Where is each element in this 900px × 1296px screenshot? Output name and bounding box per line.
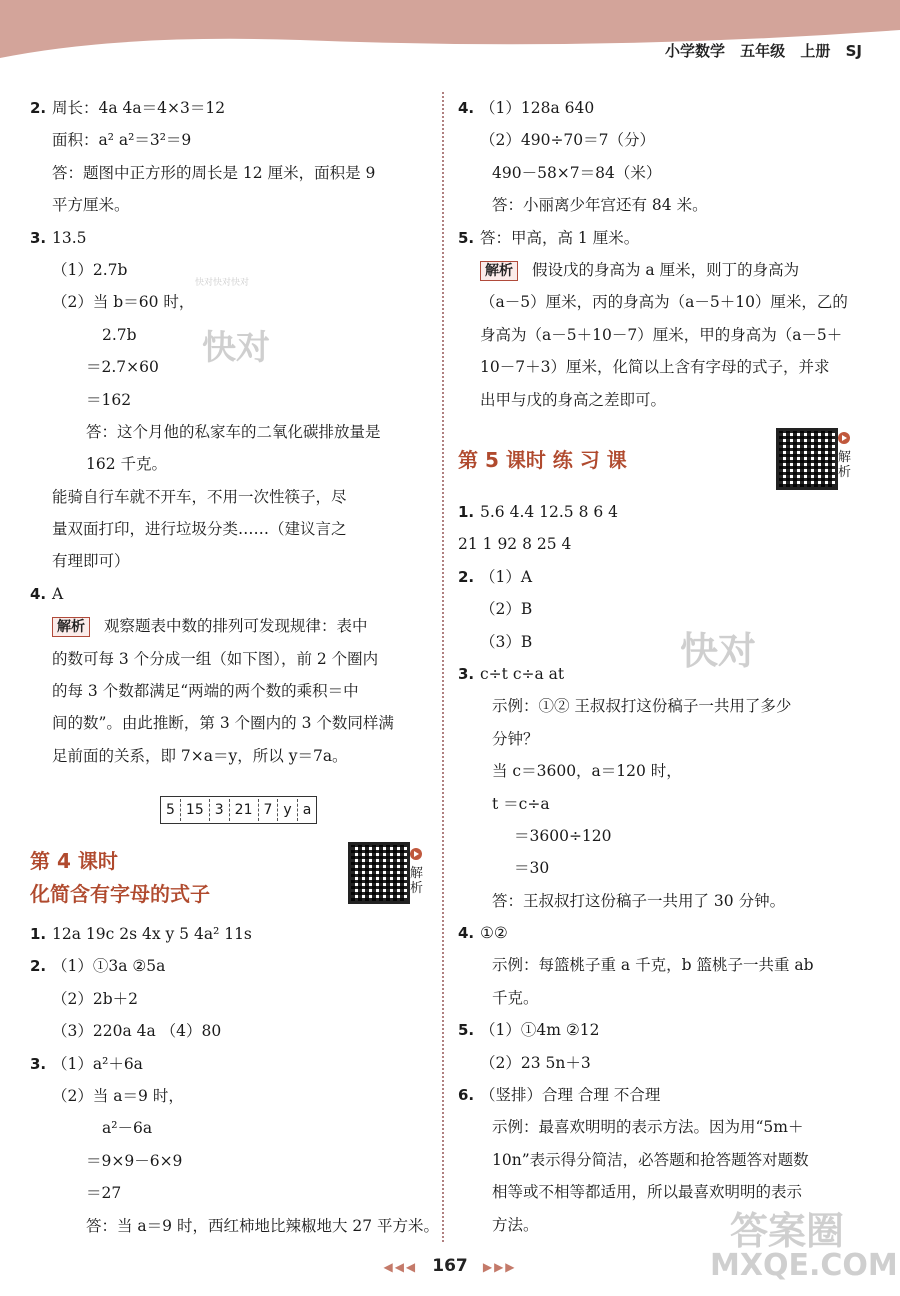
lesson4-subtitle: 化简含有字母的式子 [30, 882, 210, 906]
answer-text: 身高为（a－5＋10－7）厘米，甲的身高为（a－5＋ [480, 325, 843, 344]
sequence-item: a [302, 802, 312, 818]
left-column-lesson4 [30, 918, 440, 1242]
answer-text: （2）23 5n＋3 [480, 1053, 591, 1072]
answer-text: c÷t c÷a at [480, 664, 565, 683]
text-line [458, 723, 878, 755]
answer-text: 21 1 92 8 25 4 [458, 535, 572, 554]
sequence-item: y [278, 799, 297, 821]
answer-text: 答：这个月他的私家车的二氧化碳排放量是 [86, 422, 381, 441]
answer-text: 12a 19c 2s 4x y 5 4a² 11s [52, 925, 252, 943]
question-number: 3. [458, 664, 475, 683]
text-line [458, 626, 878, 658]
qr-label: 解析 [838, 450, 852, 480]
text-line [458, 917, 878, 949]
text-line [458, 384, 878, 416]
text-line [30, 675, 430, 707]
answer-text: ＝9×9－6×9 [86, 1151, 183, 1170]
answer-text: （a－5）厘米，丙的身高为（a－5＋10）厘米，乙的 [480, 293, 848, 312]
answer-text: 答：题图中正方形的周长是 12 厘米，面积是 9 [52, 163, 376, 182]
question-number: 5. [458, 228, 475, 247]
text-line [458, 820, 878, 852]
question-number: 3. [30, 228, 47, 247]
text-line [30, 416, 430, 448]
text-line [30, 1145, 430, 1177]
text-line [30, 1048, 430, 1080]
watermark-small: 快对快对快对 [195, 278, 250, 288]
page-number: 167 [432, 1256, 468, 1276]
question-number: 3. [30, 1054, 47, 1073]
answer-text: 2.7b [102, 325, 137, 344]
answer-text: 能骑自行车就不开车，不用一次性筷子，尽 [52, 487, 347, 506]
answer-text: 有理即可） [52, 552, 130, 571]
lesson5-title: 第 5 课时 练 习 课 [458, 448, 627, 472]
text-line [30, 124, 430, 156]
analysis-tag: 解析 [52, 617, 90, 637]
text-line [458, 885, 878, 917]
answer-text: 千克。 [492, 988, 539, 1007]
text-line [30, 578, 430, 610]
text-line [458, 755, 878, 787]
question-number: 4. [458, 924, 475, 943]
prev-arrows-icon: ◀◀◀ [383, 1260, 418, 1274]
text-line [30, 448, 430, 480]
text-line [30, 1112, 430, 1144]
answer-text: （2）2b＋2 [52, 989, 139, 1008]
text-line [458, 351, 878, 383]
question-number: 5. [458, 1021, 475, 1040]
answer-text: 方法。 [492, 1215, 539, 1234]
answer-text: （1）①4m ②12 [480, 1021, 600, 1040]
play-icon[interactable] [838, 432, 850, 444]
answer-text: 5.6 4.4 12.5 8 6 4 [480, 503, 619, 521]
answer-text: （2）B [480, 600, 533, 619]
text-line [30, 384, 430, 416]
answer-text: （3）220a 4a （4）80 [52, 1022, 222, 1041]
answer-text: 周长：4a 4a＝4×3＝12 [52, 99, 226, 117]
text-line [30, 222, 430, 254]
text-line [458, 157, 878, 189]
answer-text: A [52, 584, 64, 603]
text-line [30, 481, 430, 513]
answer-text: 示例：①② 王叔叔打这份稿子一共用了多少 [492, 697, 792, 716]
text-line [458, 658, 878, 690]
text-line [458, 1079, 878, 1111]
qr-label: 解析 [410, 866, 424, 896]
answer-text: 出甲与戊的身高之差即可。 [480, 390, 667, 409]
answer-text: 490－58×7＝84（米） [492, 163, 662, 182]
answer-text: 量双面打印，进行垃圾分类……（建议言之 [52, 520, 347, 539]
answer-text: （2）当 a＝9 时， [52, 1086, 184, 1105]
text-line [30, 918, 430, 950]
answer-text: 13.5 [52, 228, 87, 247]
qr-code-icon[interactable] [348, 842, 410, 904]
text-line [30, 707, 430, 739]
text-line [458, 561, 878, 593]
question-number: 2. [458, 567, 475, 586]
answer-text: 分钟？ [492, 729, 539, 748]
sequence-diagram [160, 796, 317, 824]
text-line [30, 983, 430, 1015]
text-line [458, 690, 878, 722]
question-number: 2. [30, 99, 47, 117]
answer-text: 10n”表示得分简洁，必答题和抢答题答对题数 [492, 1150, 809, 1169]
analysis-tag: 解析 [480, 261, 518, 281]
text-line [30, 610, 430, 642]
text-line [458, 593, 878, 625]
answer-text: （3）B [480, 632, 533, 651]
text-line [458, 852, 878, 884]
answer-text: 间的数”。由此推断，第 3 个圈内的 3 个数同样满 [52, 714, 394, 733]
text-line [458, 189, 878, 221]
watermark-kuaidui: 快对 [680, 629, 757, 673]
text-line [458, 124, 878, 156]
answer-text: 162 千克。 [86, 455, 168, 474]
sequence-item: 5 [161, 799, 181, 821]
right-column [458, 92, 878, 416]
right-column-lesson5 [458, 496, 878, 1241]
answer-text: ＝162 [86, 390, 132, 409]
question-number: 1. [458, 503, 475, 521]
answer-text: 平方厘米。 [52, 196, 130, 215]
text-line [30, 286, 430, 318]
answer-text: t ＝c÷a [492, 794, 550, 813]
column-divider [442, 92, 444, 1242]
text-line [458, 92, 878, 124]
answer-text: 假设戊的身高为 a 厘米，则丁的身高为 [532, 260, 800, 279]
text-line [30, 1177, 430, 1209]
sequence-item: 7 [259, 799, 279, 821]
page-footer [0, 1256, 900, 1276]
answer-text: 面积：a² a²＝3²＝9 [52, 131, 192, 150]
answer-text: （1）a²＋6a [52, 1054, 143, 1073]
answer-text: 当 c＝3600，a＝120 时， [492, 762, 682, 781]
answer-text: ＝30 [514, 859, 550, 878]
text-line [458, 319, 878, 351]
text-line [30, 157, 430, 189]
question-number: 4. [458, 99, 475, 117]
answer-text: （1）2.7b [52, 260, 128, 279]
answer-text: ＝3600÷120 [514, 826, 612, 845]
text-line [458, 496, 878, 528]
text-line [30, 1210, 440, 1242]
text-line [458, 1047, 878, 1079]
answer-text: （2）490÷70＝7（分） [480, 131, 656, 150]
answer-text: 示例：每篮桃子重 a 千克，b 篮桃子一共重 ab [492, 956, 814, 975]
text-line [458, 528, 878, 560]
answer-text: 相等或不相等都适用，所以最喜欢明明的表示 [492, 1183, 803, 1202]
answer-text: （竖排）合理 合理 不合理 [480, 1086, 661, 1105]
sequence-item: 15 [181, 799, 210, 821]
answer-text: 答：甲高，高 1 厘米。 [480, 228, 640, 247]
answer-text: 答：小丽离少年宫还有 84 米。 [492, 196, 708, 215]
text-line [30, 545, 430, 577]
sequence-item: 21 [230, 799, 259, 821]
play-icon[interactable] [410, 848, 422, 860]
text-line [30, 740, 430, 772]
watermark-answer: 答案圈 [730, 1209, 845, 1253]
question-number: 4. [30, 584, 47, 603]
answer-text: 观察题表中数的排列可发现规律：表中 [104, 617, 368, 636]
text-line [458, 1014, 878, 1046]
answer-text: ＝27 [86, 1184, 122, 1203]
text-line [458, 1111, 878, 1143]
lesson4-title: 第 4 课时 [30, 849, 118, 873]
answer-text: （1）①3a ②5a [52, 957, 166, 976]
answer-text: a²－6a [102, 1119, 153, 1138]
text-line [458, 788, 878, 820]
answer-text: 10－7＋3）厘米，化简以上含有字母的式子，并求 [480, 358, 830, 377]
text-line [458, 982, 878, 1014]
answer-text: 的每 3 个数都满足“两端的两个数的乘积＝中 [52, 682, 359, 701]
answer-text: 的数可每 3 个分成一组（如下图），前 2 个圈内 [52, 649, 379, 668]
answer-text: ①② [480, 924, 508, 943]
left-column [30, 92, 430, 772]
text-line [30, 643, 430, 675]
answer-text: ＝2.7×60 [86, 358, 159, 377]
answer-text: 答：当 a＝9 时，西红柿地比辣椒地大 27 平方米。 [86, 1216, 440, 1235]
answer-text: （1）A [480, 567, 533, 586]
text-line [458, 1144, 878, 1176]
answer-text: 答：王叔叔打这份稿子一共用了 30 分钟。 [492, 891, 786, 910]
watermark-kuaidui: 快对 [202, 328, 270, 368]
text-line [30, 1080, 430, 1112]
qr-code-icon[interactable] [776, 428, 838, 490]
question-number: 1. [30, 925, 47, 943]
answer-text: （2）当 b＝60 时， [52, 293, 195, 312]
text-line [458, 222, 878, 254]
answer-text: 足前面的关系，即 7×a＝y，所以 y＝7a。 [52, 746, 348, 765]
watermark-site: MXQE.COM [710, 1248, 898, 1283]
text-line [30, 1015, 430, 1047]
text-line [30, 92, 430, 124]
text-line [30, 950, 430, 982]
question-number: 6. [458, 1086, 475, 1105]
text-line [30, 513, 430, 545]
text-line [458, 949, 878, 981]
question-number: 2. [30, 957, 47, 976]
text-line [458, 286, 878, 318]
text-line [458, 254, 878, 286]
answer-text: 示例：最喜欢明明的表示方法。因为用“5m＋ [492, 1118, 804, 1137]
header-title: 小学数学 五年级 上册 SJ [664, 42, 862, 60]
next-arrows-icon: ▶▶▶ [482, 1260, 517, 1274]
text-line [30, 189, 430, 221]
answer-text: （1）128a 640 [480, 99, 595, 117]
sequence-item: 3 [210, 799, 230, 821]
